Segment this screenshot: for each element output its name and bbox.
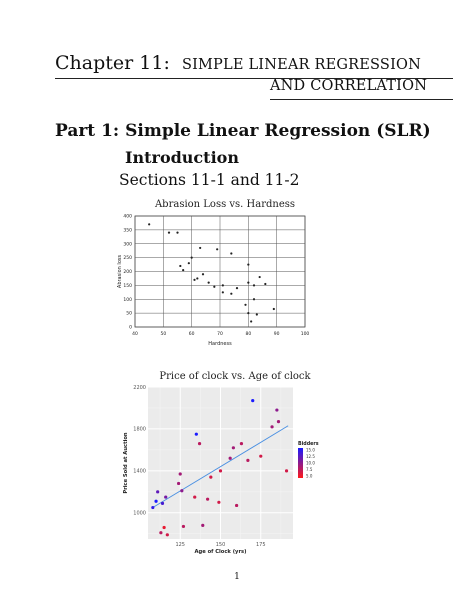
data-point xyxy=(163,526,166,529)
data-point xyxy=(198,442,201,445)
y-tick-label: 0 xyxy=(129,325,132,331)
data-point xyxy=(259,276,261,278)
data-point xyxy=(151,506,154,509)
data-point xyxy=(253,284,255,286)
figure1-caption: Abrasion Loss vs. Hardness xyxy=(154,199,296,210)
data-point xyxy=(230,252,232,254)
x-tick-label: 60 xyxy=(188,332,195,337)
data-point xyxy=(201,524,204,527)
data-point xyxy=(219,469,222,472)
data-point xyxy=(247,312,249,314)
data-point xyxy=(232,446,235,449)
y-axis-label: Abrasion loss xyxy=(117,254,123,289)
page-number: 1 xyxy=(234,572,240,582)
data-point xyxy=(246,459,249,462)
data-point xyxy=(222,291,224,293)
data-point xyxy=(193,495,196,498)
y-tick-label: 350 xyxy=(123,228,132,234)
data-point xyxy=(229,457,232,460)
y-tick-label: 1000 xyxy=(133,510,146,517)
x-tick-label: 50 xyxy=(160,332,167,337)
legend-color-bar xyxy=(298,448,303,478)
legend-title: Bidders xyxy=(298,442,319,447)
data-point xyxy=(191,257,193,259)
legend-label: 5.0 xyxy=(306,473,313,479)
data-point xyxy=(195,433,198,436)
data-point xyxy=(259,455,262,458)
data-point xyxy=(188,262,190,264)
data-point xyxy=(166,533,169,536)
data-point xyxy=(164,495,167,498)
y-axis-label: Price Sold at Auction xyxy=(123,432,129,494)
data-point xyxy=(179,472,182,475)
chapter-title-line1: SIMPLE LINEAR REGRESSION xyxy=(181,57,421,73)
y-tick-label: 250 xyxy=(123,256,132,262)
part-title: Part 1: Simple Linear Regression (SLR) xyxy=(55,121,431,141)
chapter-heading-line1 xyxy=(55,52,421,74)
legend-label: 7.5 xyxy=(306,467,313,472)
data-point xyxy=(222,284,224,286)
y-tick-label: 100 xyxy=(123,297,132,303)
x-tick-label: 175 xyxy=(256,542,266,548)
data-point xyxy=(217,501,220,504)
figure2-caption: Price of clock vs. Age of clock xyxy=(159,371,311,382)
data-point xyxy=(156,490,159,493)
y-tick-label: 400 xyxy=(123,214,132,220)
data-point xyxy=(216,248,218,250)
data-point xyxy=(159,531,162,534)
data-point xyxy=(177,482,180,485)
data-point xyxy=(235,504,238,507)
data-point xyxy=(202,273,204,275)
data-point xyxy=(176,232,178,234)
data-point xyxy=(236,287,238,289)
data-point xyxy=(244,304,246,306)
data-point xyxy=(199,247,201,249)
legend-label: 12.5 xyxy=(306,454,315,459)
y-tick-label: 150 xyxy=(123,283,132,289)
data-point xyxy=(148,223,150,225)
data-point xyxy=(285,469,288,472)
data-point xyxy=(193,279,195,281)
data-point xyxy=(247,282,249,284)
data-point xyxy=(277,420,280,423)
section-subtitle: Introduction xyxy=(125,148,239,167)
sections-reference: Sections 11-1 and 11-2 xyxy=(119,171,300,189)
x-tick-label: 90 xyxy=(273,332,280,337)
clock-price-chart xyxy=(115,382,330,554)
chapter-title-line2: AND CORRELATION xyxy=(270,78,428,94)
data-point xyxy=(270,425,273,428)
data-point xyxy=(253,298,255,300)
data-point xyxy=(209,476,212,479)
y-tick-label: 200 xyxy=(123,270,132,275)
x-tick-label: 150 xyxy=(215,542,226,548)
legend-label: 10.0 xyxy=(306,460,315,466)
y-tick-label: 50 xyxy=(126,311,132,317)
data-point xyxy=(206,498,209,501)
data-point xyxy=(196,277,198,279)
data-point xyxy=(251,399,254,402)
x-tick-label: 70 xyxy=(217,332,223,337)
y-tick-label: 1800 xyxy=(133,426,146,433)
data-point xyxy=(182,525,185,528)
data-point xyxy=(161,502,164,505)
chapter-rule-bottom xyxy=(270,99,453,100)
chapter-prefix: Chapter 11: xyxy=(55,52,170,74)
data-point xyxy=(264,283,266,285)
x-tick-label: 125 xyxy=(175,542,185,548)
x-axis-label: Hardness xyxy=(208,341,232,347)
data-point xyxy=(208,282,210,284)
data-point xyxy=(168,232,170,234)
x-tick-label: 100 xyxy=(300,332,310,337)
data-point xyxy=(250,320,252,322)
data-point xyxy=(273,308,275,310)
data-point xyxy=(275,408,278,411)
data-point xyxy=(230,293,232,295)
y-tick-label: 300 xyxy=(123,242,132,248)
data-point xyxy=(154,500,157,503)
x-tick-label: 40 xyxy=(132,332,138,337)
data-point xyxy=(240,442,243,445)
x-tick-label: 80 xyxy=(245,332,252,337)
data-point xyxy=(247,263,249,265)
y-tick-label: 1400 xyxy=(133,468,146,475)
data-point xyxy=(179,265,181,267)
data-point xyxy=(256,313,258,315)
y-tick-label: 2200 xyxy=(133,384,146,391)
legend-label: 15.0 xyxy=(306,447,315,453)
data-point xyxy=(213,286,215,288)
abrasion-chart xyxy=(115,210,325,350)
x-axis-label: Age of Clock (yrs) xyxy=(194,549,247,554)
data-point xyxy=(182,269,184,271)
data-point xyxy=(180,489,183,492)
